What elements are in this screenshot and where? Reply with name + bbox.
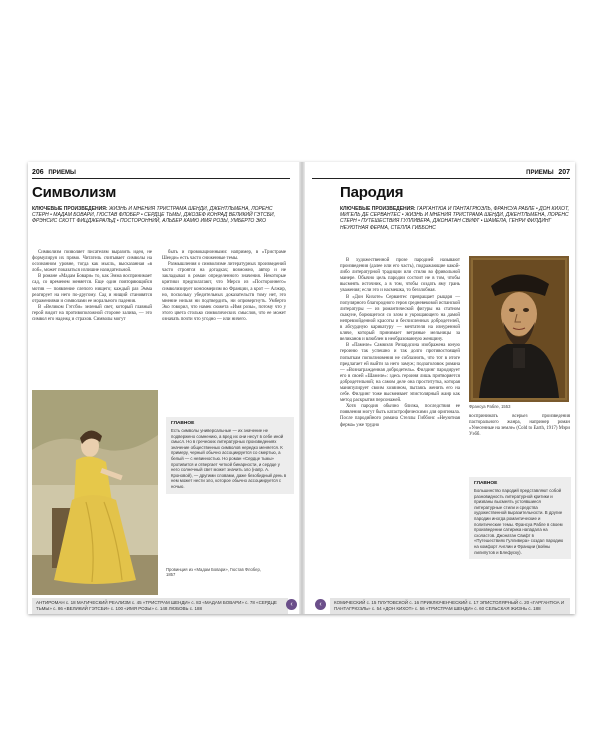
paragraph: Символизм позволяет писателям выразить идеи, не формулируя их прямо. Читатель считывает символы на осознанном уровне, тогда как мысль, высказанная «в лоб», может показаться излишне назидательной. bbox=[32, 250, 152, 274]
right-box-text: Большинство пародий представляют собой разновидность литературной критики и призваны высмеять устоявшиеся литературные стили и средства художественной выразительности. В другие пародии иногда романтические и политические темы. Франсуа Рабле в своем произведении сатирика нападала на схоластов. Джонатан Свифт в «Путешествиях Гулливера» создал пародию на комфорт Англии и Франции (войны лилипутов и Блефуску). bbox=[474, 488, 564, 555]
right-column-1 bbox=[340, 258, 460, 429]
right-running-head bbox=[512, 169, 570, 176]
paragraph: Размышления о символизме литературных произведений часто строятся на догадках; возможно, автор и не закладывал в роман определенного значения. Некоторые критики предполагают, что Мерсо из «Постороннего» символизирует консюмеризм во Франции, а крот — Алжир, но, поскольку убедительных доказательств тому нет, это мнение нельзя ни подтвердить, ни опровергнуть. Умберто Эко говорил, что намек сюжета «Имя розы», потому что у этого цвета столько символических смыслов, что ее может означать почти что угодно — или ничего. bbox=[162, 262, 286, 323]
next-page-arrow-icon[interactable]: ‹ bbox=[286, 599, 297, 610]
left-key-works bbox=[32, 206, 282, 225]
book-gutter bbox=[299, 162, 305, 614]
right-cross-references: КОМИЧЕСКИЙ с. 15 ПЛУТОВСКОЙ с. 16 ПРИКЛЮЧЕНЧЕСКИЙ с. 17 ЭПИСТОЛЯРНЫЙ с. 20 «ГАРГАНТЮА И ПАНТАГРЮЭЛЬ» с. 54 «ДОН КИХОТ» с. 56 «ТРИСТРАМ ШЕНДИ» с. 60 СЕЛЬСКАЯ ЖИЗНЬ с. 188 bbox=[330, 598, 570, 614]
left-column-1 bbox=[32, 250, 152, 323]
left-key-point-box bbox=[166, 417, 294, 494]
paragraph: В романе «Мадам Бовари» то, как Эмма воспринимает сад, со временем меняется. Еще один повторяющийся мотив — появление слепого нищего; каждый раз Эмма реагирует на него по-другому. Сад и нищий становятся отражениями и символами ее морального падения. bbox=[32, 274, 152, 304]
right-header-rule bbox=[312, 178, 570, 179]
paragraph: воспринимать всерьез произведения пасторального жанра, например роман «Унесенные на земле» (Cold to Earth, 1917) Мэри Уэбб. bbox=[469, 414, 570, 438]
paragraph: В художественной прозе пародией называют произведения (далее или его часть), подражающие какой-либо литературной традиции или стилю во фривольной манере. Обычно цель пародии состоит не в том, чтобы высмеять источник, а в том, чтобы создать яму грань уважения; если это и насмешка, то беззлобная. bbox=[340, 258, 460, 294]
right-page-title: Пародия bbox=[340, 184, 404, 201]
right-box-title: ГЛАВНОЕ bbox=[474, 481, 498, 486]
right-key-works-label: КЛЮЧЕВЫЕ ПРОИЗВЕДЕНИЯ: bbox=[340, 206, 416, 212]
left-header-rule bbox=[32, 178, 290, 179]
left-box-text: Есть символы универсальные — их значение не подвержено сомнению, а вред их они несут в себе иной смысл. Но в греческих литературных произведениях значение общественных символов нередко меняется. К примеру, черный обычно ассоциируется со смертью, а белый — с невинностью. Но роман «Сердце тьмы» противится и отвергает четкой бинарности, и сердце у него солнечный свет может значить зло (напр. А. Кроновой), — другими словами, даже безобидный день в нем может нести зло, которое обычно ассоциируется с ночью. bbox=[171, 428, 287, 489]
paragraph: В «Великом Гэтсби» зеленый свет, который главный герой видит на противоположной стороне залива, — это символ его надежд и страхов. Символы могут bbox=[32, 304, 152, 323]
left-section-label: ПРИЕМЫ bbox=[48, 170, 76, 176]
right-key-works bbox=[340, 206, 570, 231]
paragraph: Хотя пародия обычно близка, последствия ее появления могут быть катастрофическими для оригинала. После пародийного романа Стеллы Гиббонс «Неуютная ферма» уже трудно bbox=[340, 404, 460, 428]
left-cross-references: АНТИРОМАН с. 18 МАГИЧЕСКИЙ РЕАЛИЗМ с. 45 «ТРИСТРАМ ШЕНДИ» с. 83 «МАДАМ БОВАРИ» с. 78 «СЕРДЦЕ ТЬМЫ» с. 86 «ВЕЛИКИЙ ГЭТСБИ» с. 100 «ИМЯ РОЗЫ» с. 148 ЛЮБОВЬ с. 188 bbox=[32, 598, 288, 614]
left-key-works-list: ЖИЗНЬ И МНЕНИЯ ТРИСТРАМА ШЕНДИ, ДЖЕНТЛЬМЕНА, ЛОРЕНС СТЕРН • МАДАМ БОВАРИ, ГЮСТАВ ФЛОБЕР • СЕРДЦЕ ТЬМЫ, ДЖОЗЕФ КОНРАД ВЕЛИКИЙ ГЭТСБИ, ФРЭНСИС СКОТТ ФИЦДЖЕРАЛЬД • ПОСТОРОННИЙ, АЛЬБЕР КАМЮ ИМЯ РОЗЫ, УМБЕРТО ЭКО bbox=[32, 206, 276, 225]
left-page-title: Символизм bbox=[32, 184, 117, 201]
right-key-works-list: ГАРГАНТЮА И ПАНТАГРЮЭЛЬ, ФРАНСУА РАБЛЕ • ДОН КИХОТ, МИГЕЛЬ ДЕ СЕРВАНТЕС • ЖИЗНЬ И МНЕНИЯ ТРИСТРАМА ШЕНДИ, ДЖЕНТЛЬМЕНА, ЛОРЕНС СТЕРН • ПУТЕШЕСТВИЯ ГУЛЛИВЕРА, ДЖОНАТАН СВИФТ • ШАМЕЛА, ГЕНРИ ФИЛДИНГ НЕУЮТНАЯ ФЕРМА, СТЕЛЛА ГИББОНС bbox=[340, 206, 570, 231]
right-page-number: 207 bbox=[558, 169, 570, 176]
rabelais-portrait bbox=[469, 256, 569, 402]
left-key-works-label: КЛЮЧЕВЫЕ ПРОИЗВЕДЕНИЯ: bbox=[32, 206, 108, 212]
left-image-caption: Провинция из «Мадам Бовари», Гюстав Флобер, 1857 bbox=[166, 567, 261, 578]
left-running-head bbox=[32, 169, 76, 176]
prev-page-arrow-icon[interactable]: ‹ bbox=[315, 599, 326, 610]
paragraph: В «Памеле» Самюэля Ричардсона изображена юную героиню так успешно и так долго противостоящей попыткам поползновения не соблазнить, что тот в итоге предлагает ей выйти за него замуж; подзаголовок романа — «Вознагражденная добродетель». Филдинг пародирует его в своей «Шамеле»: здесь героиня лишь притворяется добродетельной; на самом деле она проститутка, которая манипулирует своим хозяином, пытаясь женить его на себе. Филдинг тоже высмеивает эпистолярный жанр как метод раскрытия персонажей. bbox=[340, 343, 460, 404]
left-box-title: ГЛАВНОЕ bbox=[171, 421, 195, 426]
paragraph: В «Дон Кихоте» Сервантес превращает рыцаря — популярного благородного героя средневековой испанской литературы — из романтической фигуры на статном скакуне, борющегося со злом и укрощающего на дамой непревзойденной красоты и бесчисленных добродетелей, в абсурдную карикатуру — мечтателя на изнуренной кляче, который принимает ветряные мельницы за великанов и влюблен в необразованную женщину. bbox=[340, 294, 460, 343]
left-column-2 bbox=[162, 250, 286, 323]
book-spread bbox=[28, 162, 575, 614]
right-section-label: ПРИЕМЫ bbox=[526, 170, 554, 176]
right-column-2 bbox=[469, 414, 570, 438]
right-key-point-box bbox=[469, 477, 571, 559]
right-image-caption: Франсуа Рабле, 1553 bbox=[469, 404, 511, 409]
left-page-number: 206 bbox=[32, 169, 44, 176]
symbolism-painting bbox=[32, 390, 158, 595]
paragraph: быть и провокационными: например, в «Тристраме Шенди» есть часто сниженные темы. bbox=[162, 250, 286, 262]
